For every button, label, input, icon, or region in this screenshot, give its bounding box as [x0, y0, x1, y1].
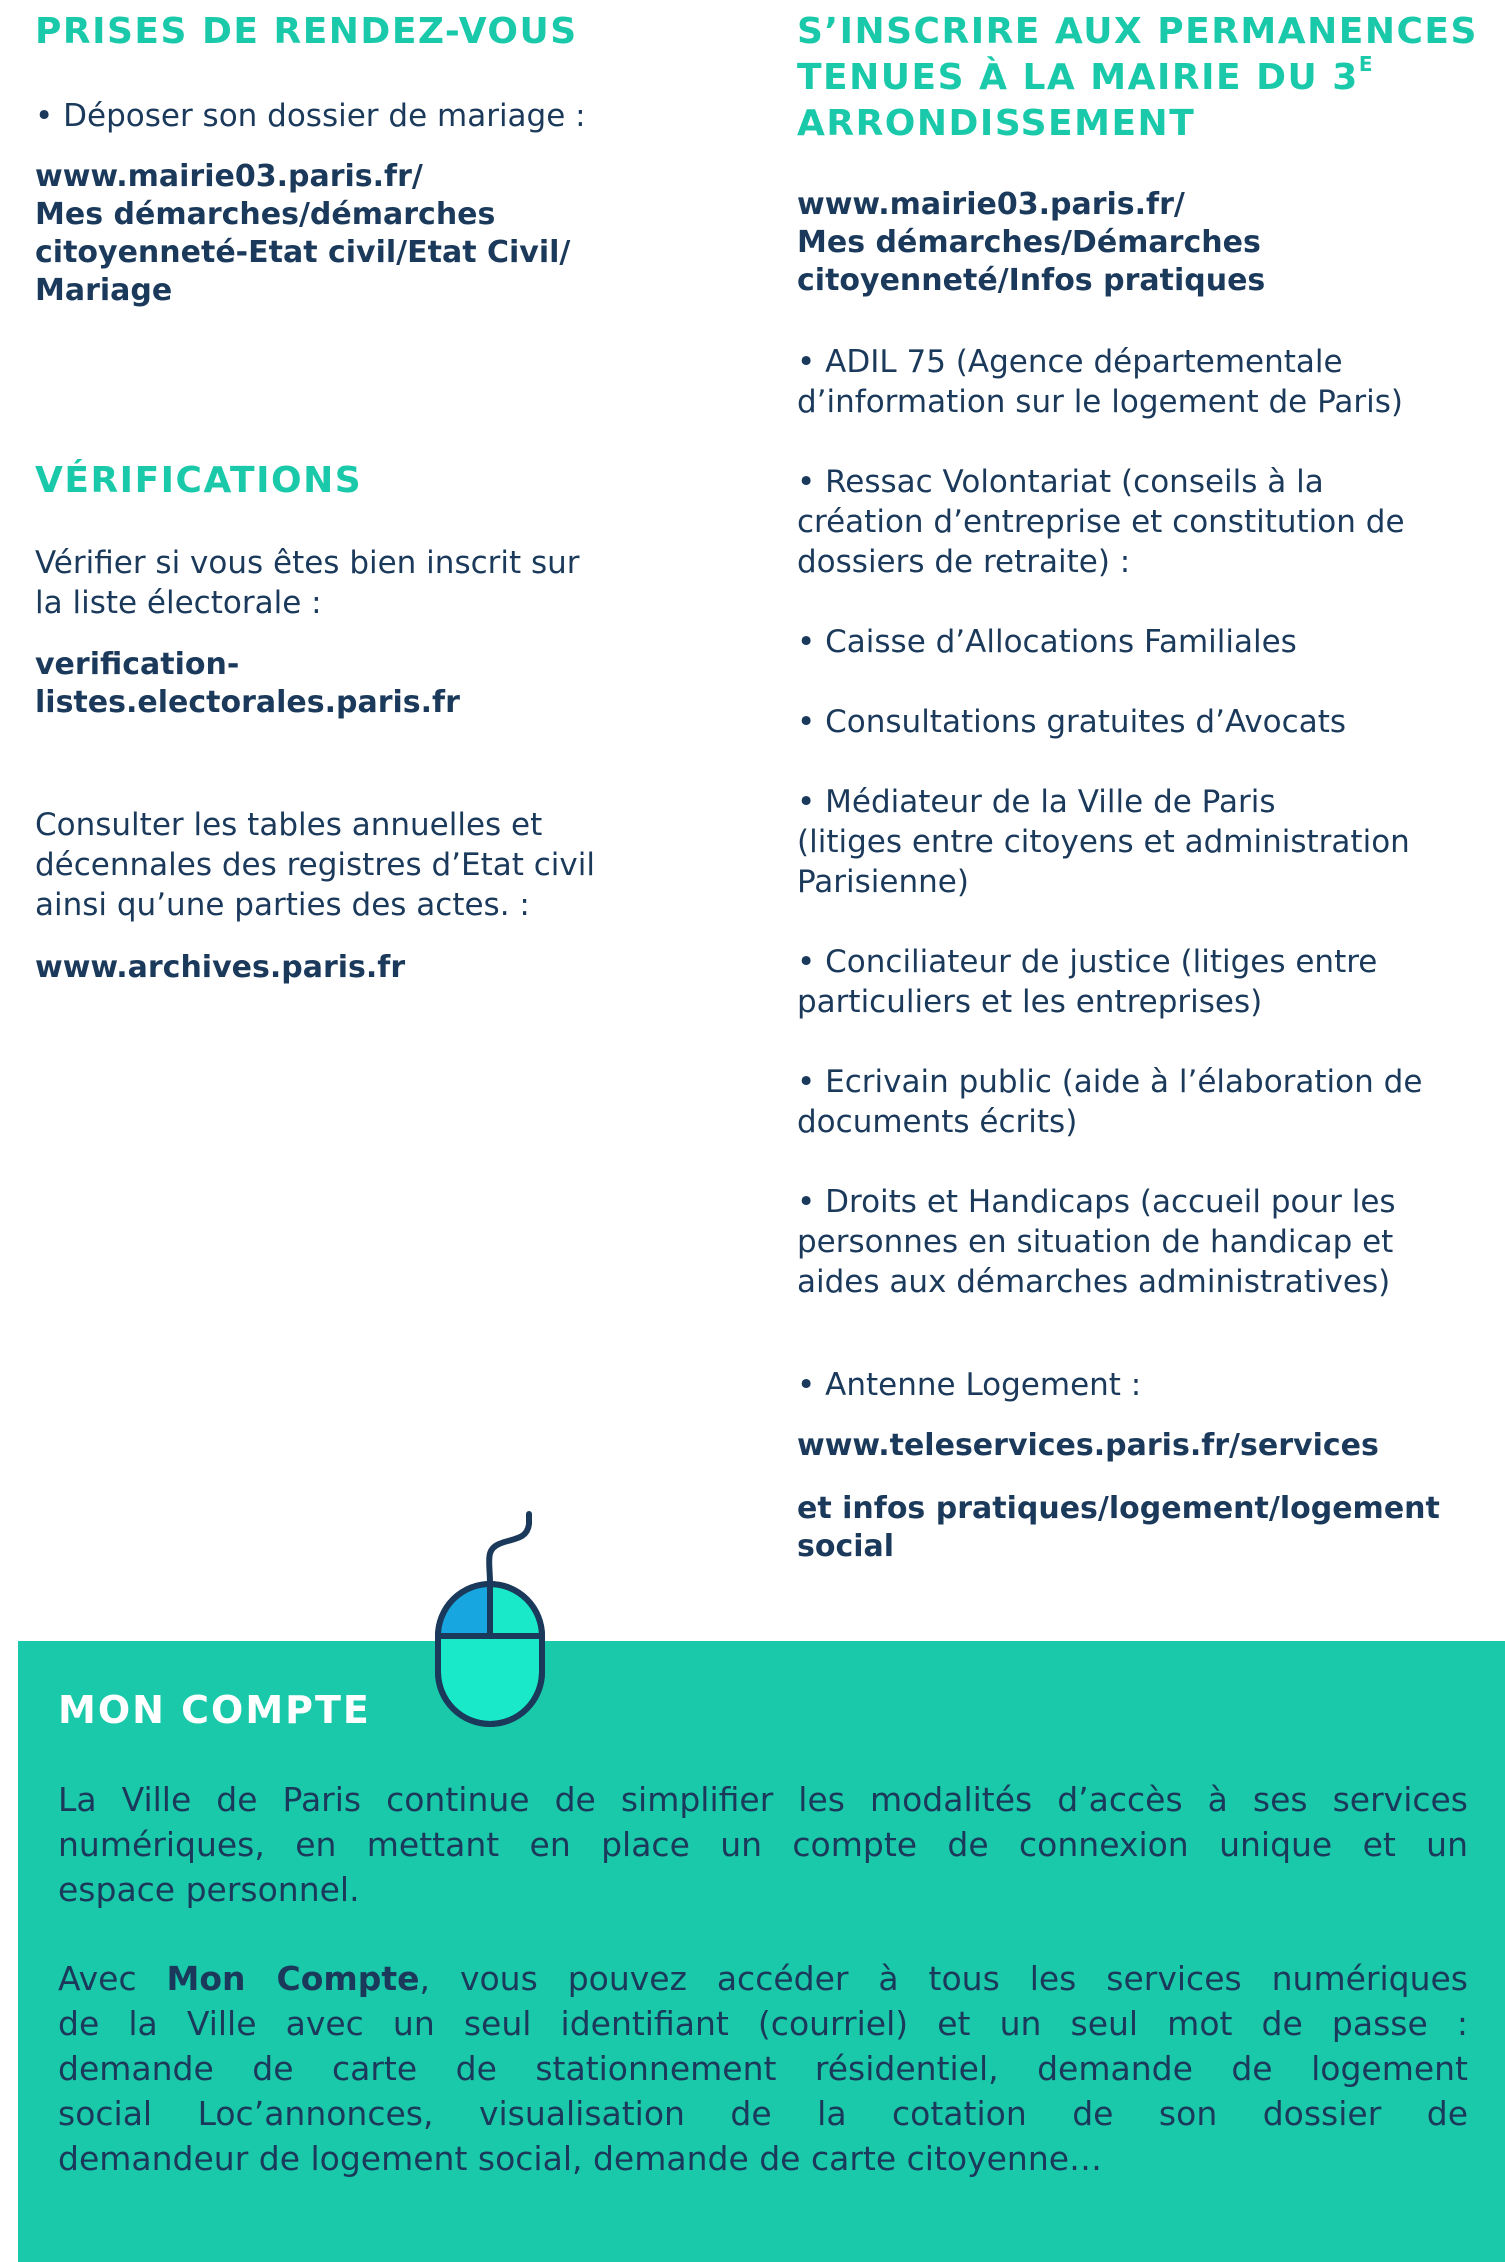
verif-text-2: [35, 805, 595, 925]
list-item-line: • Caisse d’Allocations Familiales: [797, 624, 1297, 660]
paragraph-line: numériques, en mettant en place un compte de connexion unique et un: [58, 1825, 1468, 1864]
verif-link-1[interactable]: [35, 646, 460, 722]
rdv-link-line: www.mairie03.paris.fr/: [35, 159, 423, 194]
permanences-heading-line: ARRONDISSEMENT: [797, 103, 1196, 144]
list-item-line: personnes en situation de handicap et: [797, 1224, 1394, 1260]
list-item-avocats: [797, 702, 1346, 742]
list-item-line: • Consultations gratuites d’Avocats: [797, 704, 1346, 740]
list-item-line: • Ressac Volontariat (conseils à la: [797, 464, 1324, 500]
permanences-link[interactable]: [797, 186, 1265, 300]
permanences-link-line: citoyenneté/Infos pratiques: [797, 263, 1266, 298]
list-item-line: • ADIL 75 (Agence départementale: [797, 344, 1343, 380]
rdv-link-line: Mes démarches/démarches: [35, 197, 496, 232]
paragraph-line: La Ville de Paris continue de simplifier les modalités d’accès à ses services: [58, 1780, 1468, 1819]
rdv-link-line: citoyenneté-Etat civil/Etat Civil/: [35, 235, 571, 270]
rdv-link[interactable]: [35, 158, 570, 310]
list-item-line: dossiers de retraite) :: [797, 544, 1131, 580]
list-item-handicaps: [797, 1182, 1396, 1302]
verif-link-1-line: listes.electorales.paris.fr: [35, 685, 460, 720]
list-item-line: • Conciliateur de justice (litiges entre: [797, 944, 1378, 980]
mon-compte-heading: MON COMPTE: [58, 1688, 371, 1732]
list-item-caf: [797, 622, 1297, 662]
list-item-line: • Ecrivain public (aide à l’élaboration de: [797, 1064, 1423, 1100]
permanences-link-line: Mes démarches/Démarches: [797, 225, 1261, 260]
verif-heading: VÉRIFICATIONS: [35, 460, 363, 501]
logement-link-line: et infos pratiques/logement/logement: [797, 1491, 1440, 1526]
teleservices-link[interactable]: www.teleservices.paris.fr/services: [797, 1428, 1379, 1463]
verif-text-1-line: Vérifier si vous êtes bien inscrit sur: [35, 545, 580, 581]
permanences-heading-line: [797, 52, 1478, 101]
verif-text-1: [35, 543, 580, 623]
mon-compte-paragraph-2: [58, 1956, 1468, 2181]
verif-text-2-line: Consulter les tables annuelles et: [35, 807, 543, 843]
list-item-line: aides aux démarches administratives): [797, 1264, 1391, 1300]
list-item-ressac: [797, 462, 1405, 582]
list-item-mediateur: [797, 782, 1410, 902]
list-item-ecrivain: [797, 1062, 1422, 1142]
permanences-heading-line: S’INSCRIRE AUX PERMANENCES: [797, 11, 1478, 52]
list-item-line: création d’entreprise et constitution de: [797, 504, 1405, 540]
rdv-heading: PRISES DE RENDEZ-VOUS: [35, 11, 578, 52]
rdv-bullet: • Déposer son dossier de mariage :: [35, 98, 586, 134]
paragraph-line: demande de carte de stationnement résidentiel, demande de logement: [58, 2049, 1468, 2088]
verif-text-2-line: ainsi qu’une parties des actes. :: [35, 887, 530, 923]
paragraph-line: social Loc’annonces, visualisation de la cotation de son dossier de: [58, 2094, 1468, 2133]
archives-link[interactable]: www.archives.paris.fr: [35, 950, 406, 985]
paragraph-text: Avec: [58, 1959, 167, 1998]
mon-compte-bold: Mon Compte: [166, 1959, 420, 1998]
list-item-line: • Droits et Handicaps (accueil pour les: [797, 1184, 1396, 1220]
verif-text-1-line: la liste électorale :: [35, 585, 322, 621]
permanences-link-line: www.mairie03.paris.fr/: [797, 187, 1185, 222]
paragraph-line: demandeur de logement social, demande de carte citoyenne…: [58, 2139, 1103, 2178]
list-item-conciliateur: [797, 942, 1377, 1022]
list-item-line: (litiges entre citoyens et administration: [797, 824, 1410, 860]
permanences-heading-text: TENUES À LA MAIRIE DU 3: [797, 57, 1359, 98]
paragraph-line: de la Ville avec un seul identifiant (courriel) et un seul mot de passe :: [58, 2004, 1468, 2043]
list-item-line: documents écrits): [797, 1104, 1078, 1140]
computer-mouse-icon: [425, 1510, 555, 1730]
list-item-antenne: [797, 1365, 1141, 1405]
permanences-heading-sup: E: [1358, 52, 1374, 76]
paragraph-line: espace personnel.: [58, 1870, 360, 1909]
list-item-line: • Médiateur de la Ville de Paris: [797, 784, 1276, 820]
permanences-heading: [797, 9, 1478, 147]
list-item-adil: [797, 342, 1403, 422]
mon-compte-paragraph-1: [58, 1777, 1468, 1912]
logement-link-line: social: [797, 1529, 895, 1564]
paragraph-text: , vous pouvez accéder à tous les services numériques: [419, 1959, 1468, 1998]
logement-link[interactable]: [797, 1490, 1440, 1566]
verif-link-1-line: verification-: [35, 647, 240, 682]
mon-compte-panel: [18, 1641, 1505, 2262]
list-item-line: particuliers et les entreprises): [797, 984, 1263, 1020]
rdv-link-line: Mariage: [35, 273, 173, 308]
paragraph-line: [58, 1956, 1468, 2001]
list-item-line: • Antenne Logement :: [797, 1367, 1142, 1403]
list-item-line: d’information sur le logement de Paris): [797, 384, 1403, 420]
verif-text-2-line: décennales des registres d’Etat civil: [35, 847, 595, 883]
list-item-line: Parisienne): [797, 864, 969, 900]
